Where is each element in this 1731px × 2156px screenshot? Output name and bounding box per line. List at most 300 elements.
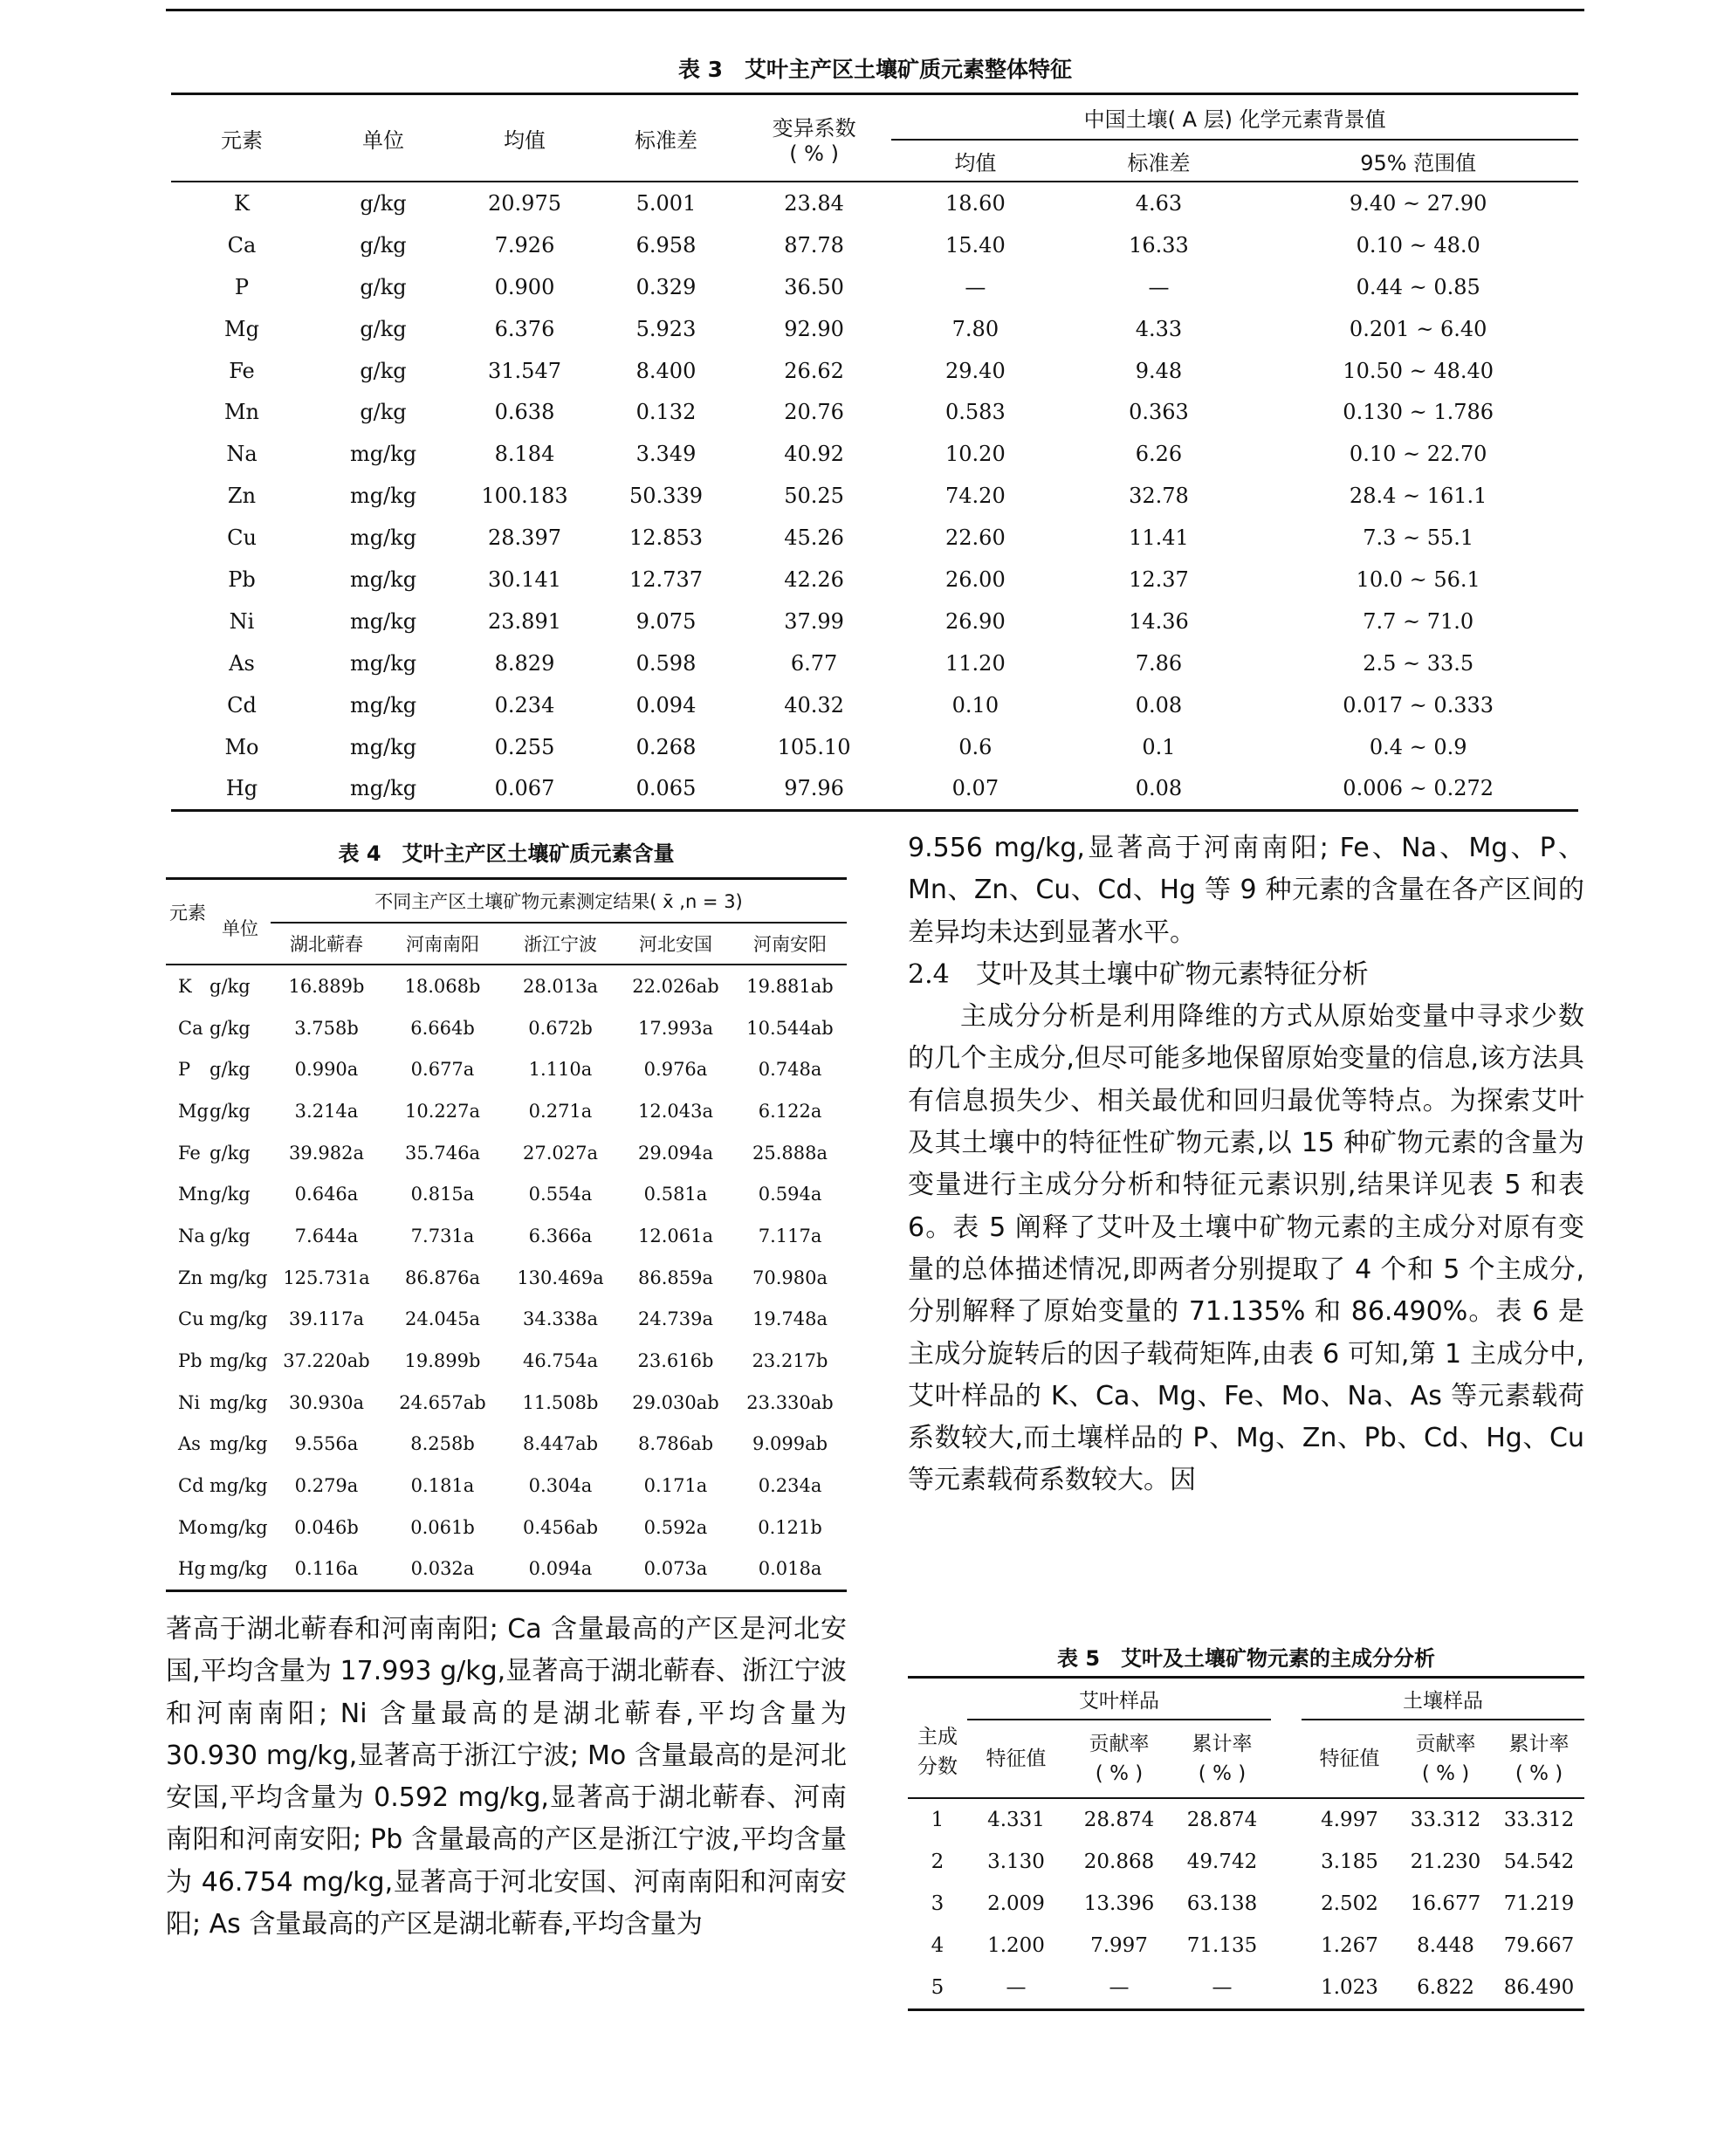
- table-cell: 12.043a: [638, 1100, 713, 1122]
- table5-caption: 表 5 艾叶及土壤矿物元素的主成分分析: [1056, 1646, 1436, 1671]
- table-cell: 7.926: [494, 232, 555, 257]
- table3-row: [171, 308, 1578, 350]
- right-body-text: [908, 827, 1584, 1502]
- t3-head-mean: 均值: [504, 127, 546, 153]
- table-cell: P: [178, 1059, 191, 1081]
- page-top-rule: [166, 9, 1584, 11]
- table-cell: 34.338a: [523, 1308, 598, 1330]
- table-cell: 19.881ab: [746, 975, 834, 997]
- table-cell: g/kg: [360, 316, 407, 341]
- table-cell: 0.581a: [643, 1184, 708, 1205]
- table-cell: 70.980a: [752, 1267, 828, 1288]
- table-cell: 6.822: [1417, 1976, 1474, 1999]
- table-cell: 23.891: [488, 608, 561, 634]
- table-cell: Cd: [178, 1475, 204, 1497]
- table4-caption: 表 4 艾叶主产区土壤矿质元素含量: [338, 841, 675, 866]
- table-cell: 50.339: [629, 484, 703, 509]
- table3-row: [171, 475, 1578, 517]
- table-cell: 4.33: [1135, 316, 1183, 341]
- table-cell: 39.982a: [289, 1142, 364, 1164]
- table-cell: 0.594a: [758, 1184, 822, 1205]
- table-cell: 11.508b: [522, 1391, 599, 1413]
- table-cell: 16.33: [1129, 232, 1189, 257]
- table-cell: 32.78: [1129, 484, 1189, 509]
- left-body-text: [166, 1609, 847, 1946]
- table-cell: 0.094a: [528, 1558, 593, 1580]
- table-cell: 9.075: [635, 608, 697, 634]
- table3-row: [171, 642, 1578, 684]
- table-cell: g/kg: [360, 400, 407, 425]
- table-cell: 50.25: [784, 484, 844, 509]
- table-cell: mg/kg: [349, 525, 417, 551]
- t5-head-soil-eigen: 特征值: [1319, 1747, 1380, 1770]
- t4-head-region-5: 河南安阳: [753, 934, 828, 955]
- table-cell: 0.672b: [528, 1017, 593, 1039]
- t5-head-leaf-group: 艾叶样品: [967, 1678, 1271, 1720]
- table-cell: 0.094: [635, 692, 697, 718]
- table-cell: mg/kg: [210, 1433, 268, 1455]
- table-cell: 7.731a: [410, 1225, 475, 1246]
- table-cell: 2: [931, 1850, 944, 1873]
- table-cell: 7.7 ~ 71.0: [1363, 608, 1474, 634]
- table-cell: 45.26: [784, 525, 844, 551]
- table-cell: 7.117a: [758, 1225, 822, 1246]
- table-cell: 15.40: [945, 232, 1006, 257]
- table-cell: 12.061a: [638, 1225, 713, 1246]
- table-cell: Ni: [229, 608, 255, 634]
- t5-head-leaf-contrib-line1: 贡献率: [1089, 1733, 1150, 1755]
- table-cell: Pb: [228, 566, 256, 592]
- table-cell: 2.009: [987, 1892, 1045, 1915]
- table-cell: 13.396: [1083, 1892, 1155, 1915]
- table3-row: [171, 182, 1578, 224]
- table-cell: Mg: [178, 1100, 209, 1122]
- t3-head-bg-mean: 均值: [954, 150, 997, 175]
- table-cell: 24.657ab: [399, 1391, 486, 1413]
- table-cell: 0.271a: [528, 1100, 593, 1122]
- t5-head-soil-contrib-line2: ( % ): [1421, 1762, 1470, 1785]
- table-cell: 6.664b: [410, 1017, 475, 1039]
- table-cell: 0.116a: [294, 1558, 359, 1580]
- table-gap-cell: [1271, 1883, 1302, 1925]
- table-cell: 0.018a: [758, 1558, 822, 1580]
- t5-head-leaf-contrib: [1065, 1720, 1173, 1798]
- table3-row: [171, 684, 1578, 726]
- table-cell: 0.456ab: [522, 1516, 599, 1538]
- table-cell: Zn: [178, 1267, 203, 1288]
- t5-head-leaf-cum: [1173, 1720, 1271, 1798]
- table5: [908, 1676, 1584, 2011]
- table4: [166, 877, 847, 1592]
- t5-head-soil-cum: [1494, 1720, 1584, 1798]
- table-cell: 7.644a: [294, 1225, 359, 1246]
- table-cell: 42.26: [784, 566, 844, 592]
- table-cell: mg/kg: [210, 1308, 268, 1330]
- table-cell: Mo: [178, 1516, 209, 1538]
- table4-row: [166, 1299, 847, 1341]
- table-cell: 0.006 ~ 0.272: [1343, 776, 1494, 801]
- table-cell: 1.110a: [528, 1059, 593, 1081]
- table-cell: 8.829: [494, 650, 555, 676]
- table-cell: g/kg: [210, 1184, 251, 1205]
- table-cell: 8.400: [635, 358, 697, 383]
- table-cell: 0.032a: [410, 1558, 475, 1580]
- table-cell: 28.874: [1186, 1809, 1258, 1831]
- t5-head-leaf-cum-line1: 累计率: [1192, 1733, 1253, 1755]
- table-cell: 0.201 ~ 6.40: [1349, 316, 1487, 341]
- table-cell: 0.268: [635, 734, 697, 759]
- table-cell: 0.255: [494, 734, 555, 759]
- table-cell: mg/kg: [349, 566, 417, 592]
- table-cell: mg/kg: [210, 1516, 268, 1538]
- table-cell: 6.122a: [758, 1100, 822, 1122]
- table4-row: [166, 1215, 847, 1257]
- t5-head-leaf-cum-line2: ( % ): [1198, 1762, 1247, 1785]
- table-cell: —: [1212, 1976, 1233, 1999]
- table-cell: 71.135: [1186, 1934, 1258, 1957]
- table-cell: 18.068b: [404, 975, 481, 997]
- table-cell: 12.737: [629, 566, 703, 592]
- table-cell: 3.758b: [294, 1017, 359, 1039]
- table-cell: 11.20: [945, 650, 1006, 676]
- table-cell: K: [178, 975, 192, 997]
- right-paragraph-1: 9.556 mg/kg,显著高于河南南阳; Fe、Na、Mg、P、Mn、Zn、Cu、Cd、Hg 等 9 种元素的含量在各产区间的差异均未达到显著水平。: [908, 833, 1584, 948]
- table-cell: 27.027a: [523, 1142, 598, 1164]
- table-cell: 23.330ab: [746, 1391, 834, 1413]
- table-cell: g/kg: [360, 358, 407, 383]
- table-cell: 0.279a: [294, 1475, 359, 1497]
- table-cell: Fe: [178, 1142, 201, 1164]
- table-cell: 6.77: [790, 650, 838, 676]
- t3-head-cv-line1: 变异系数: [772, 115, 856, 141]
- table-cell: 0.646a: [294, 1184, 359, 1205]
- table-cell: mg/kg: [210, 1558, 268, 1580]
- table-cell: K: [234, 190, 250, 216]
- table-cell: 0.976a: [643, 1059, 708, 1081]
- table-cell: 17.993a: [638, 1017, 713, 1039]
- table3-row: [171, 266, 1578, 308]
- table-cell: 35.746a: [405, 1142, 480, 1164]
- table-cell: 0.067: [494, 776, 555, 801]
- table4-row: [166, 1173, 847, 1215]
- table-cell: 0.017 ~ 0.333: [1343, 692, 1494, 718]
- table-cell: 0.132: [635, 400, 697, 425]
- table-cell: 0.181a: [410, 1475, 475, 1497]
- table-cell: 0.583: [945, 400, 1006, 425]
- table-cell: 87.78: [784, 232, 844, 257]
- table-cell: 39.117a: [289, 1308, 364, 1330]
- table-cell: 49.742: [1186, 1850, 1258, 1873]
- table-cell: 37.220ab: [283, 1350, 370, 1372]
- table-cell: 130.469a: [517, 1267, 604, 1288]
- table4-row: [166, 1424, 847, 1466]
- table-cell: 3.185: [1321, 1850, 1378, 1873]
- table-cell: 0.08: [1135, 776, 1183, 801]
- table-cell: 33.312: [1410, 1809, 1481, 1831]
- table-cell: 0.598: [635, 650, 697, 676]
- table-cell: Zn: [227, 484, 257, 509]
- table-cell: 7.86: [1135, 650, 1183, 676]
- table-cell: Mg: [224, 316, 259, 341]
- table-cell: Cd: [227, 692, 257, 718]
- table-cell: 0.677a: [410, 1059, 475, 1081]
- table-cell: 86.859a: [638, 1267, 713, 1288]
- table4-row: [166, 1340, 847, 1382]
- table-cell: 3.130: [987, 1850, 1045, 1873]
- table-cell: 2.502: [1321, 1892, 1378, 1915]
- t3-head-element: 元素: [221, 127, 263, 153]
- table-cell: 0.073a: [643, 1558, 708, 1580]
- table-cell: 21.230: [1410, 1850, 1481, 1873]
- table-cell: 0.171a: [643, 1475, 708, 1497]
- table-cell: 29.40: [945, 358, 1006, 383]
- table-cell: mg/kg: [210, 1267, 268, 1288]
- table-cell: 7.3 ~ 55.1: [1363, 525, 1474, 551]
- table5-row: [908, 1841, 1584, 1883]
- table-cell: 40.32: [784, 692, 844, 718]
- section-heading: 2.4 艾叶及其土壤中矿物元素特征分析: [908, 958, 1369, 990]
- table3-row: [171, 224, 1578, 266]
- table-cell: 31.547: [488, 358, 561, 383]
- table-cell: mg/kg: [210, 1350, 268, 1372]
- table-cell: 12.853: [629, 525, 703, 551]
- table-cell: 46.754a: [523, 1350, 598, 1372]
- table-cell: 20.868: [1083, 1850, 1155, 1873]
- table-cell: 28.874: [1083, 1809, 1155, 1831]
- table-cell: 19.899b: [404, 1350, 481, 1372]
- t4-head-unit: 单位: [222, 918, 258, 939]
- t4-head-region-2: 河南南阳: [406, 934, 479, 955]
- table-cell: g/kg: [210, 1142, 251, 1164]
- table3-row: [171, 601, 1578, 642]
- table-cell: 0.329: [635, 274, 697, 299]
- table-cell: Ni: [178, 1391, 201, 1413]
- table-cell: 14.36: [1129, 608, 1189, 634]
- table-cell: 26.62: [784, 358, 844, 383]
- table3: [171, 93, 1578, 812]
- table-cell: mg/kg: [349, 734, 417, 759]
- table-cell: —: [1006, 1976, 1027, 1999]
- table-cell: 10.227a: [405, 1100, 480, 1122]
- t5-head-soil-cum-line2: ( % ): [1515, 1762, 1563, 1785]
- table4-row: [166, 1548, 847, 1591]
- table-cell: 10.0 ~ 56.1: [1356, 566, 1480, 592]
- table-cell: 10.50 ~ 48.40: [1343, 358, 1494, 383]
- table-cell: 8.786ab: [637, 1433, 714, 1455]
- table-cell: Cu: [178, 1308, 204, 1330]
- table-cell: 0.234a: [758, 1475, 822, 1497]
- table-cell: 0.900: [494, 274, 555, 299]
- table-cell: 0.121b: [758, 1516, 822, 1538]
- t3-head-cv: [737, 94, 891, 182]
- table-cell: mg/kg: [349, 650, 417, 676]
- table-cell: mg/kg: [349, 442, 417, 467]
- table-cell: mg/kg: [349, 608, 417, 634]
- table3-row: [171, 559, 1578, 601]
- table-cell: —: [1109, 1976, 1130, 1999]
- table3-row: [171, 433, 1578, 475]
- t5-head-pc: [908, 1678, 967, 1799]
- table-cell: 5: [931, 1976, 944, 1999]
- table-cell: g/kg: [210, 1100, 251, 1122]
- table-cell: Ca: [227, 232, 257, 257]
- table-cell: 97.96: [784, 776, 844, 801]
- table5-row: [908, 1967, 1584, 2010]
- table-cell: 33.312: [1503, 1809, 1575, 1831]
- t5-head-soil-contrib-line1: 贡献率: [1415, 1733, 1476, 1755]
- table-cell: 23.616b: [637, 1350, 714, 1372]
- table-cell: Pb: [178, 1350, 203, 1372]
- table-cell: Na: [178, 1225, 205, 1246]
- table-cell: 74.20: [945, 484, 1006, 509]
- table-cell: 0.10 ~ 48.0: [1356, 232, 1480, 257]
- table-cell: —: [965, 274, 986, 299]
- table-cell: 25.888a: [752, 1142, 828, 1164]
- table-cell: —: [1148, 274, 1170, 299]
- table-cell: 10.544ab: [746, 1017, 834, 1039]
- table-cell: mg/kg: [349, 776, 417, 801]
- t3-head-bg-group: 中国土壤( A 层) 化学元素背景值: [891, 94, 1578, 141]
- table-cell: Hg: [178, 1558, 206, 1580]
- table4-row: [166, 1465, 847, 1507]
- table-cell: 7.80: [951, 316, 999, 341]
- table-gap-cell: [1271, 1798, 1302, 1841]
- t5-head-gap: [1271, 1678, 1302, 1799]
- table-cell: As: [229, 650, 255, 676]
- table-cell: Hg: [225, 776, 258, 801]
- table4-row: [166, 1507, 847, 1548]
- table-cell: 8.447ab: [522, 1433, 599, 1455]
- table-cell: 26.00: [945, 566, 1006, 592]
- table-gap-cell: [1271, 1925, 1302, 1967]
- t5-head-soil-group: 土壤样品: [1302, 1678, 1584, 1720]
- table-cell: 79.667: [1503, 1934, 1575, 1957]
- table-cell: Mo: [224, 734, 259, 759]
- table-cell: g/kg: [210, 1059, 251, 1081]
- table3-caption: 表 3 艾叶主产区土壤矿质元素整体特征: [677, 57, 1073, 82]
- table-cell: 54.542: [1503, 1850, 1575, 1873]
- table-cell: g/kg: [360, 274, 407, 299]
- table4-row: [166, 1090, 847, 1132]
- table-cell: 3.214a: [294, 1100, 359, 1122]
- table-cell: 100.183: [481, 484, 568, 509]
- table4-row: [166, 1382, 847, 1424]
- table-cell: 2.5 ~ 33.5: [1363, 650, 1474, 676]
- table5-row: [908, 1883, 1584, 1925]
- table-cell: 3: [931, 1892, 944, 1915]
- table-cell: 0.748a: [758, 1059, 822, 1081]
- table-cell: 5.923: [635, 316, 697, 341]
- table-cell: Ca: [178, 1017, 203, 1039]
- table-cell: g/kg: [360, 232, 407, 257]
- table-cell: 0.061b: [410, 1516, 475, 1538]
- t5-head-leaf-eigen: 特征值: [986, 1747, 1047, 1770]
- table-cell: 6.366a: [528, 1225, 593, 1246]
- table-cell: 22.026ab: [632, 975, 719, 997]
- table-cell: 0.08: [1135, 692, 1183, 718]
- right-paragraph-2: 主成分分析是利用降维的方式从原始变量中寻求少数的几个主成分,但尽可能多地保留原始变量的信息,该方法具有信息损失少、相关最优和回归最优等特点。为探索艾叶及其土壤中的特征性矿物元素,以 15 种矿物元素的含量为变量进行主成分分析和特征元素识别,结果详见表 5 和表 6。表 5 阐释了艾叶及土壤中矿物元素的主成分对原有变量的总体描述情况,即两者分别提取了 4 个和 5 个主成分,分别解释了原始变量的 71.135% 和 86.490%。表 6 是主成分旋转后的因子载荷矩阵,由表 6 可知,第 1 主成分中,艾叶样品的 K、Ca、Mg、Fe、Mo、Na、As 等元素载荷系数较大,而土壤样品的 P、Mg、Zn、Pb、Cd、Hg、Cu 等元素载荷系数较大。因: [908, 1001, 1584, 1496]
- table-cell: 23.217b: [752, 1350, 828, 1372]
- table-cell: 16.889b: [288, 975, 365, 997]
- table5-row: [908, 1925, 1584, 1967]
- table-cell: 4.63: [1135, 190, 1183, 216]
- t4-head-region-4: 河北安国: [639, 934, 712, 955]
- table3-row: [171, 517, 1578, 559]
- t4-head-element: 元素: [169, 903, 206, 924]
- table-cell: 28.4 ~ 161.1: [1349, 484, 1487, 509]
- table-cell: 0.592a: [643, 1516, 708, 1538]
- table-cell: 30.930a: [289, 1391, 364, 1413]
- table-cell: 37.99: [784, 608, 844, 634]
- table-cell: 23.84: [784, 190, 844, 216]
- table-cell: 12.37: [1129, 566, 1189, 592]
- table-cell: 1.267: [1321, 1934, 1378, 1957]
- t5-head-leaf-contrib-line2: ( % ): [1095, 1762, 1144, 1785]
- table-cell: 63.138: [1186, 1892, 1258, 1915]
- table-cell: 6.26: [1135, 442, 1183, 467]
- table4-body: [166, 965, 847, 1591]
- table4-row: [166, 1048, 847, 1090]
- table3-row: [171, 391, 1578, 433]
- table-cell: 0.304a: [528, 1475, 593, 1497]
- table5-row: [908, 1798, 1584, 1841]
- table-cell: 1: [931, 1809, 944, 1831]
- table-cell: 0.07: [951, 776, 999, 801]
- table-cell: 0.10 ~ 22.70: [1349, 442, 1487, 467]
- table-cell: 0.065: [635, 776, 697, 801]
- table-cell: 5.001: [635, 190, 697, 216]
- table-cell: 0.638: [494, 400, 555, 425]
- table4-row: [166, 965, 847, 1007]
- table-cell: 8.448: [1417, 1934, 1474, 1957]
- table-cell: g/kg: [210, 1017, 251, 1039]
- table-cell: 28.013a: [523, 975, 598, 997]
- t4-head-region-3: 浙江宁波: [524, 934, 597, 955]
- table-cell: 0.046b: [294, 1516, 359, 1538]
- table3-row: [171, 767, 1578, 810]
- table-cell: 4: [931, 1934, 944, 1957]
- table-cell: 8.184: [494, 442, 555, 467]
- table-gap-cell: [1271, 1841, 1302, 1883]
- table-cell: 30.141: [488, 566, 561, 592]
- table-cell: 16.677: [1410, 1892, 1481, 1915]
- table-cell: Mn: [223, 400, 260, 425]
- table-cell: 40.92: [784, 442, 844, 467]
- table-cell: 6.958: [635, 232, 697, 257]
- t3-head-bg-sd: 标准差: [1127, 150, 1191, 175]
- table-cell: 3.349: [635, 442, 697, 467]
- table-cell: mg/kg: [349, 484, 417, 509]
- table-cell: 4.331: [987, 1809, 1045, 1831]
- table-cell: 18.60: [945, 190, 1006, 216]
- table-cell: 0.6: [958, 734, 993, 759]
- table-cell: 125.731a: [283, 1267, 370, 1288]
- table-cell: As: [178, 1433, 201, 1455]
- table-cell: mg/kg: [210, 1475, 268, 1497]
- table-cell: 1.023: [1321, 1976, 1378, 1999]
- table-cell: g/kg: [360, 190, 407, 216]
- t5-head-pc-line2: 分数: [917, 1755, 958, 1778]
- t5-head-pc-line1: 主成: [917, 1726, 958, 1748]
- table3-body: [171, 182, 1578, 811]
- table-cell: 0.44 ~ 0.85: [1356, 274, 1480, 299]
- t3-head-unit: 单位: [362, 127, 404, 153]
- table-cell: 0.234: [494, 692, 555, 718]
- table-cell: 29.030ab: [632, 1391, 719, 1413]
- table-cell: 86.876a: [405, 1267, 480, 1288]
- table-cell: g/kg: [210, 1225, 251, 1246]
- table-cell: 20.975: [488, 190, 561, 216]
